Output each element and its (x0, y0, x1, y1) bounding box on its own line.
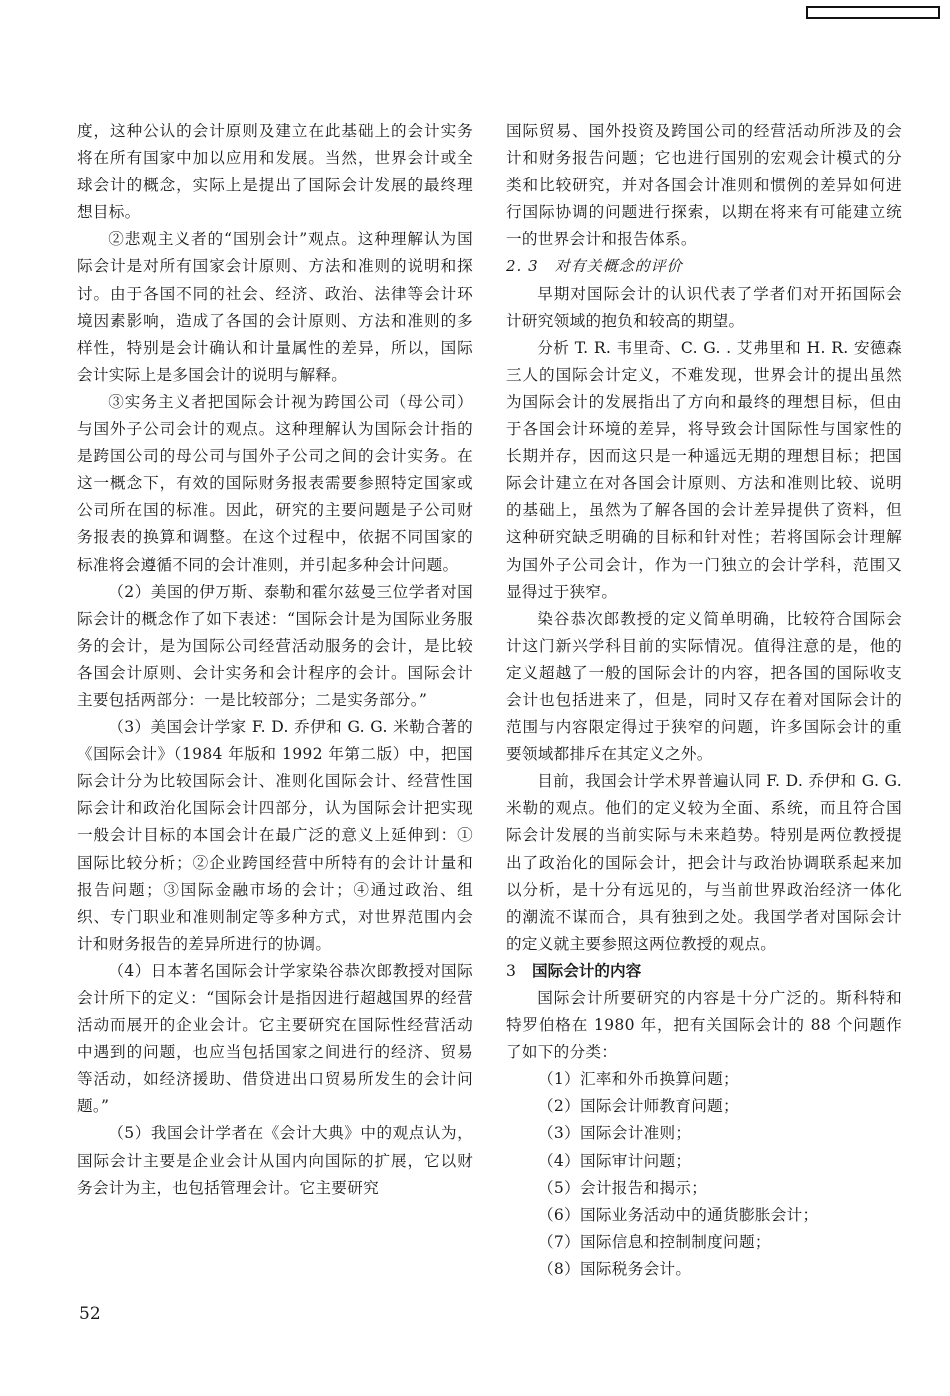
page-number: 52 (79, 1304, 101, 1324)
paragraph: 国际贸易、国外投资及跨国公司的经营活动所涉及的会计和财务报告问题；它也进行国别的宏观会计模式的分类和比较研究，并对各国会计准则和惯例的差异如何进行国际协调的问题进行探索，以期在将来有可能建立统一的世界会计和报告体系。 (506, 122, 902, 249)
paragraph: （4）日本著名国际会计学家染谷恭次郎教授对国际会计所下的定义：“国际会计是指因进行超越国界的经营活动而展开的企业会计。它主要研究在国际性经营活动中遇到的问题，也应当包括国家之间进行的经济、贸易等活动，如经济援助、借贷进出口贸易所发生的会计问题。” (77, 961, 473, 1116)
header-rule-box (806, 6, 940, 19)
list-item: （2）国际会计师教育问题； (538, 1097, 739, 1116)
category-list (506, 1066, 902, 1283)
paragraph: 分析 T. R. 韦里奇、C. G. . 艾弗里和 H. R. 安德森三人的国际会计定义，不难发现，世界会计的提出虽然为国际会计的发展指出了方向和最终的理想目标，但由于各国会计环境的差异，将导致会计国际性与国家性的长期并存，因而这只是一种遥远无期的理想目标；把国际会计建立在对各国会计原则、方法和准则比较、说明的基础上，虽然为了解各国的会计差异提供了资料，但这种研究缺乏明确的目标和针对性；若将国际会计理解为国外子公司会计，作为一门独立的会计学科，范围又显得过于狭窄。 (506, 338, 902, 601)
right-column (506, 118, 902, 1283)
list-item: （3）国际会计准则； (538, 1124, 692, 1143)
list-item: （7）国际信息和控制制度问题； (538, 1232, 771, 1251)
paragraph: 早期对国际会计的认识代表了学者们对开拓国际会计研究领域的抱负和较高的期望。 (506, 284, 902, 330)
paragraph: ③实务主义者把国际会计视为跨国公司（母公司）与国外子公司会计的观点。这种理解认为国际会计指的是跨国公司的母公司与国外子公司之间的会计实务。在这一概念下，有效的国际财务报表需要参照特定国家或公司所在国的标准。因此，研究的主要问题是子公司财务报表的换算和调整。在这个过程中，依据不同国家的标准将会遵循不同的会计准则，并引起多种会计问题。 (77, 392, 473, 574)
paragraph: （2）美国的伊万斯、泰勒和霍尔兹曼三位学者对国际会计的概念作了如下表述：“国际会计是为国际业务服务的会计，是为国际公司经营活动服务的会计，是比较各国会计原则、会计实务和会计程序的会计。国际会计主要包括两部分：一是比较部分；二是实务部分。” (77, 582, 473, 709)
paragraph: （5）我国会计学者在《会计大典》中的观点认为，国际会计主要是企业会计从国内向国际的扩展，它以财务会计为主，也包括管理会计。它主要研究 (77, 1124, 473, 1197)
paragraph: 度，这种公认的会计原则及建立在此基础上的会计实务将在所有国家中加以应用和发展。当然，世界会计或全球会计的概念，实际上是提出了国际会计发展的最终理想目标。 (77, 122, 473, 222)
list-item: （1）汇率和外币换算问题； (538, 1070, 739, 1089)
section-title: 国际会计的内容 (532, 961, 642, 980)
left-column (77, 118, 473, 1202)
section-heading-3 (506, 958, 902, 985)
paragraph: 目前，我国会计学术界普遍认同 F. D. 乔伊和 G. G. 米勒的观点。他们的定义较为全面、系统，而且符合国际会计发展的当前实际与未来趋势。特别是两位教授提出了政治化的国际会计，把会计与政治协调联系起来加以分析，是十分有远见的，与当前世界政治经济一体化的潮流不谋而合，具有独到之处。我国学者对国际会计的定义就主要参照这两位教授的观点。 (506, 772, 902, 953)
list-item: （4）国际审计问题； (538, 1151, 692, 1170)
paragraph: 国际会计所要研究的内容是十分广泛的。斯科特和特罗伯格在 1980 年，把有关国际会计的 88 个问题作了如下的分类： (506, 989, 902, 1062)
list-item: （5）会计报告和揭示； (538, 1178, 708, 1197)
section-heading-2-3: 2. 3 对有关概念的评价 (506, 257, 683, 276)
list-item: （6）国际业务活动中的通货膨胀会计； (538, 1205, 819, 1224)
paragraph: ②悲观主义者的“国别会计”观点。这种理解认为国际会计是对所有国家会计原则、方法和准则的说明和探讨。由于各国不同的社会、经济、政治、法律等会计环境因素影响，造成了各国的会计原则、方法和准则的多样性，特别是会计确认和计量属性的差异，所以，国际会计实际上是多国会计的说明与解释。 (77, 230, 473, 384)
paragraph: 染谷恭次郎教授的定义简单明确，比较符合国际会计这门新兴学科目前的实际情况。值得注意的是，他的定义超越了一般的国际会计的内容，把各国的国际收支会计也包括进来了，但是，同时又存在着对国际会计的范围与内容限定得过于狭窄的问题，许多国际会计的重要领域都排斥在其定义之外。 (506, 609, 902, 764)
section-number: 3 (506, 961, 516, 980)
list-item: （8）国际税务会计。 (538, 1259, 692, 1278)
paragraph: （3）美国会计学家 F. D. 乔伊和 G. G. 米勒合著的《国际会计》（1984 年版和 1992 年第二版）中，把国际会计分为比较国际会计、准则化国际会计、经营性国际会计和政治化国际会计四部分，认为国际会计把实现一般会计目标的本国会计在最广泛的意义上延伸到：①国际比较分析；②企业跨国经营中所特有的会计计量和报告问题；③国际金融市场的会计；④通过政治、组织、专门职业和准则制定等多种方式，对世界范围内会计和财务报告的差异所进行的协调。 (77, 718, 473, 953)
